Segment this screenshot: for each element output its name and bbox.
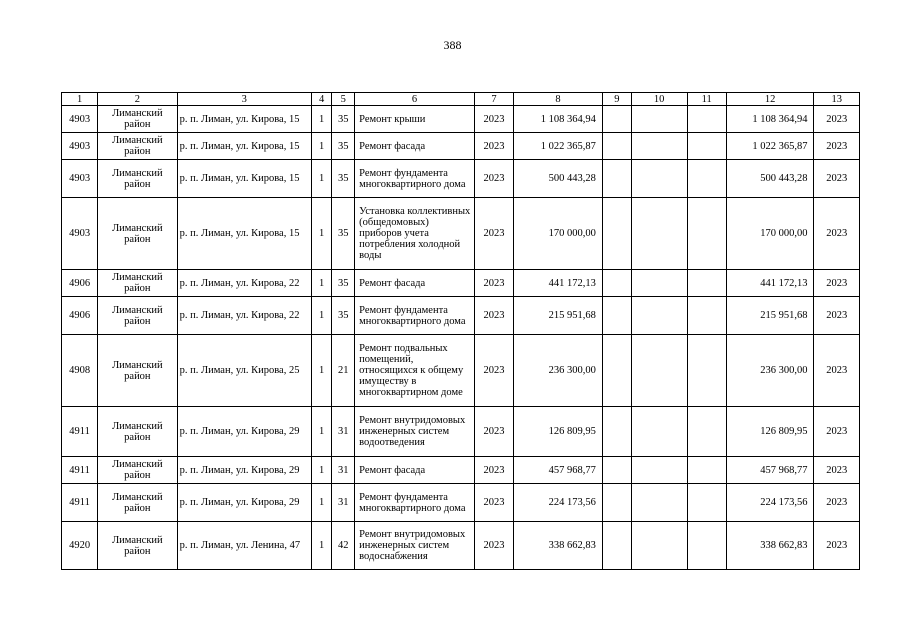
work-type-cell: Ремонт фундамента многоквартирного дома xyxy=(355,297,475,335)
col4-cell: 1 xyxy=(311,297,332,335)
work-type-cell: Ремонт фасада xyxy=(355,270,475,297)
column-header: 8 xyxy=(514,93,603,106)
table-row xyxy=(62,160,860,198)
district-cell: Лиманский район xyxy=(98,270,177,297)
work-type-cell: Ремонт фасада xyxy=(355,457,475,484)
col5-cell: 31 xyxy=(332,484,355,522)
col10-cell xyxy=(631,407,687,457)
year-cell: 2023 xyxy=(474,270,513,297)
col11-cell xyxy=(687,160,726,198)
address-cell: р. п. Лиман, ул. Кирова, 22 xyxy=(177,270,311,297)
total-cost-cell: 1 108 364,94 xyxy=(726,106,814,133)
col10-cell xyxy=(631,198,687,270)
district-cell: Лиманский район xyxy=(98,457,177,484)
district-cell: Лиманский район xyxy=(98,133,177,160)
total-cost-cell: 338 662,83 xyxy=(726,522,814,570)
table-row xyxy=(62,133,860,160)
col10-cell xyxy=(631,484,687,522)
column-header: 6 xyxy=(355,93,475,106)
cost-cell: 1 108 364,94 xyxy=(514,106,603,133)
column-header: 5 xyxy=(332,93,355,106)
table-row xyxy=(62,106,860,133)
work-type-cell: Ремонт подвальных помещений, относящихся к общему имуществу в многоквартирном доме xyxy=(355,335,475,407)
completion-year-cell: 2023 xyxy=(814,270,860,297)
year-cell: 2023 xyxy=(474,335,513,407)
row-id-cell: 4911 xyxy=(62,457,98,484)
cost-cell: 500 443,28 xyxy=(514,160,603,198)
col5-cell: 35 xyxy=(332,133,355,160)
address-cell: р. п. Лиман, ул. Кирова, 15 xyxy=(177,133,311,160)
col10-cell xyxy=(631,133,687,160)
row-id-cell: 4906 xyxy=(62,297,98,335)
total-cost-cell: 224 173,56 xyxy=(726,484,814,522)
col9-cell xyxy=(602,484,631,522)
col11-cell xyxy=(687,297,726,335)
col4-cell: 1 xyxy=(311,407,332,457)
col11-cell xyxy=(687,198,726,270)
completion-year-cell: 2023 xyxy=(814,160,860,198)
completion-year-cell: 2023 xyxy=(814,522,860,570)
completion-year-cell: 2023 xyxy=(814,106,860,133)
col11-cell xyxy=(687,407,726,457)
work-type-cell: Ремонт крыши xyxy=(355,106,475,133)
col10-cell xyxy=(631,106,687,133)
total-cost-cell: 215 951,68 xyxy=(726,297,814,335)
address-cell: р. п. Лиман, ул. Ленина, 47 xyxy=(177,522,311,570)
column-header: 11 xyxy=(687,93,726,106)
col10-cell xyxy=(631,335,687,407)
col9-cell xyxy=(602,457,631,484)
completion-year-cell: 2023 xyxy=(814,407,860,457)
col11-cell xyxy=(687,133,726,160)
work-type-cell: Ремонт фасада xyxy=(355,133,475,160)
year-cell: 2023 xyxy=(474,198,513,270)
total-cost-cell: 170 000,00 xyxy=(726,198,814,270)
table-row xyxy=(62,335,860,407)
col11-cell xyxy=(687,457,726,484)
year-cell: 2023 xyxy=(474,297,513,335)
col11-cell xyxy=(687,522,726,570)
work-type-cell: Ремонт фундамента многоквартирного дома xyxy=(355,160,475,198)
row-id-cell: 4903 xyxy=(62,198,98,270)
work-type-cell: Ремонт фундамента многоквартирного дома xyxy=(355,484,475,522)
table-row xyxy=(62,407,860,457)
col10-cell xyxy=(631,160,687,198)
col4-cell: 1 xyxy=(311,522,332,570)
address-cell: р. п. Лиман, ул. Кирова, 15 xyxy=(177,106,311,133)
district-cell: Лиманский район xyxy=(98,407,177,457)
row-id-cell: 4903 xyxy=(62,106,98,133)
total-cost-cell: 126 809,95 xyxy=(726,407,814,457)
col5-cell: 35 xyxy=(332,270,355,297)
col9-cell xyxy=(602,160,631,198)
year-cell: 2023 xyxy=(474,106,513,133)
year-cell: 2023 xyxy=(474,457,513,484)
cost-cell: 224 173,56 xyxy=(514,484,603,522)
table-row xyxy=(62,270,860,297)
column-header: 12 xyxy=(726,93,814,106)
col5-cell: 35 xyxy=(332,106,355,133)
col5-cell: 35 xyxy=(332,297,355,335)
col10-cell xyxy=(631,457,687,484)
col4-cell: 1 xyxy=(311,270,332,297)
total-cost-cell: 441 172,13 xyxy=(726,270,814,297)
col9-cell xyxy=(602,407,631,457)
col5-cell: 31 xyxy=(332,457,355,484)
address-cell: р. п. Лиман, ул. Кирова, 15 xyxy=(177,198,311,270)
district-cell: Лиманский район xyxy=(98,484,177,522)
page-number: 388 xyxy=(443,38,462,52)
address-cell: р. п. Лиман, ул. Кирова, 25 xyxy=(177,335,311,407)
year-cell: 2023 xyxy=(474,484,513,522)
address-cell: р. п. Лиман, ул. Кирова, 22 xyxy=(177,297,311,335)
column-header: 4 xyxy=(311,93,332,106)
district-cell: Лиманский район xyxy=(98,160,177,198)
district-cell: Лиманский район xyxy=(98,522,177,570)
col5-cell: 42 xyxy=(332,522,355,570)
cost-cell: 457 968,77 xyxy=(514,457,603,484)
col9-cell xyxy=(602,198,631,270)
column-header: 1 xyxy=(62,93,98,106)
work-type-cell: Установка коллективных (общедомовых) приборов учета потребления холодной воды xyxy=(355,198,475,270)
cost-cell: 338 662,83 xyxy=(514,522,603,570)
col10-cell xyxy=(631,297,687,335)
completion-year-cell: 2023 xyxy=(814,484,860,522)
cost-cell: 236 300,00 xyxy=(514,335,603,407)
col4-cell: 1 xyxy=(311,335,332,407)
col5-cell: 21 xyxy=(332,335,355,407)
total-cost-cell: 236 300,00 xyxy=(726,335,814,407)
table-row xyxy=(62,198,860,270)
col11-cell xyxy=(687,106,726,133)
col9-cell xyxy=(602,270,631,297)
column-header: 2 xyxy=(98,93,177,106)
column-header: 10 xyxy=(631,93,687,106)
col4-cell: 1 xyxy=(311,160,332,198)
row-id-cell: 4906 xyxy=(62,270,98,297)
col11-cell xyxy=(687,484,726,522)
col9-cell xyxy=(602,297,631,335)
table-row xyxy=(62,522,860,570)
cost-cell: 441 172,13 xyxy=(514,270,603,297)
cost-cell: 1 022 365,87 xyxy=(514,133,603,160)
address-cell: р. п. Лиман, ул. Кирова, 29 xyxy=(177,457,311,484)
total-cost-cell: 1 022 365,87 xyxy=(726,133,814,160)
row-id-cell: 4908 xyxy=(62,335,98,407)
total-cost-cell: 457 968,77 xyxy=(726,457,814,484)
completion-year-cell: 2023 xyxy=(814,133,860,160)
row-id-cell: 4903 xyxy=(62,160,98,198)
address-cell: р. п. Лиман, ул. Кирова, 15 xyxy=(177,160,311,198)
col4-cell: 1 xyxy=(311,133,332,160)
col9-cell xyxy=(602,106,631,133)
completion-year-cell: 2023 xyxy=(814,457,860,484)
col4-cell: 1 xyxy=(311,457,332,484)
row-id-cell: 4903 xyxy=(62,133,98,160)
col11-cell xyxy=(687,335,726,407)
col10-cell xyxy=(631,270,687,297)
row-id-cell: 4911 xyxy=(62,484,98,522)
col11-cell xyxy=(687,270,726,297)
completion-year-cell: 2023 xyxy=(814,297,860,335)
cost-cell: 215 951,68 xyxy=(514,297,603,335)
column-header: 7 xyxy=(474,93,513,106)
cost-cell: 126 809,95 xyxy=(514,407,603,457)
col5-cell: 35 xyxy=(332,198,355,270)
col9-cell xyxy=(602,335,631,407)
col4-cell: 1 xyxy=(311,484,332,522)
district-cell: Лиманский район xyxy=(98,297,177,335)
completion-year-cell: 2023 xyxy=(814,335,860,407)
col4-cell: 1 xyxy=(311,106,332,133)
col5-cell: 35 xyxy=(332,160,355,198)
district-cell: Лиманский район xyxy=(98,335,177,407)
row-id-cell: 4920 xyxy=(62,522,98,570)
district-cell: Лиманский район xyxy=(98,106,177,133)
table-row xyxy=(62,297,860,335)
repair-schedule-table xyxy=(61,92,860,570)
column-header: 13 xyxy=(814,93,860,106)
year-cell: 2023 xyxy=(474,160,513,198)
table-row xyxy=(62,457,860,484)
col4-cell: 1 xyxy=(311,198,332,270)
col9-cell xyxy=(602,133,631,160)
col9-cell xyxy=(602,522,631,570)
address-cell: р. п. Лиман, ул. Кирова, 29 xyxy=(177,407,311,457)
header-row xyxy=(62,93,860,106)
total-cost-cell: 500 443,28 xyxy=(726,160,814,198)
cost-cell: 170 000,00 xyxy=(514,198,603,270)
year-cell: 2023 xyxy=(474,407,513,457)
table-row xyxy=(62,484,860,522)
col10-cell xyxy=(631,522,687,570)
year-cell: 2023 xyxy=(474,522,513,570)
work-type-cell: Ремонт внутридомовых инженерных систем водоснабжения xyxy=(355,522,475,570)
district-cell: Лиманский район xyxy=(98,198,177,270)
work-type-cell: Ремонт внутридомовых инженерных систем водоотведения xyxy=(355,407,475,457)
completion-year-cell: 2023 xyxy=(814,198,860,270)
year-cell: 2023 xyxy=(474,133,513,160)
column-header: 3 xyxy=(177,93,311,106)
column-header: 9 xyxy=(602,93,631,106)
address-cell: р. п. Лиман, ул. Кирова, 29 xyxy=(177,484,311,522)
row-id-cell: 4911 xyxy=(62,407,98,457)
col5-cell: 31 xyxy=(332,407,355,457)
